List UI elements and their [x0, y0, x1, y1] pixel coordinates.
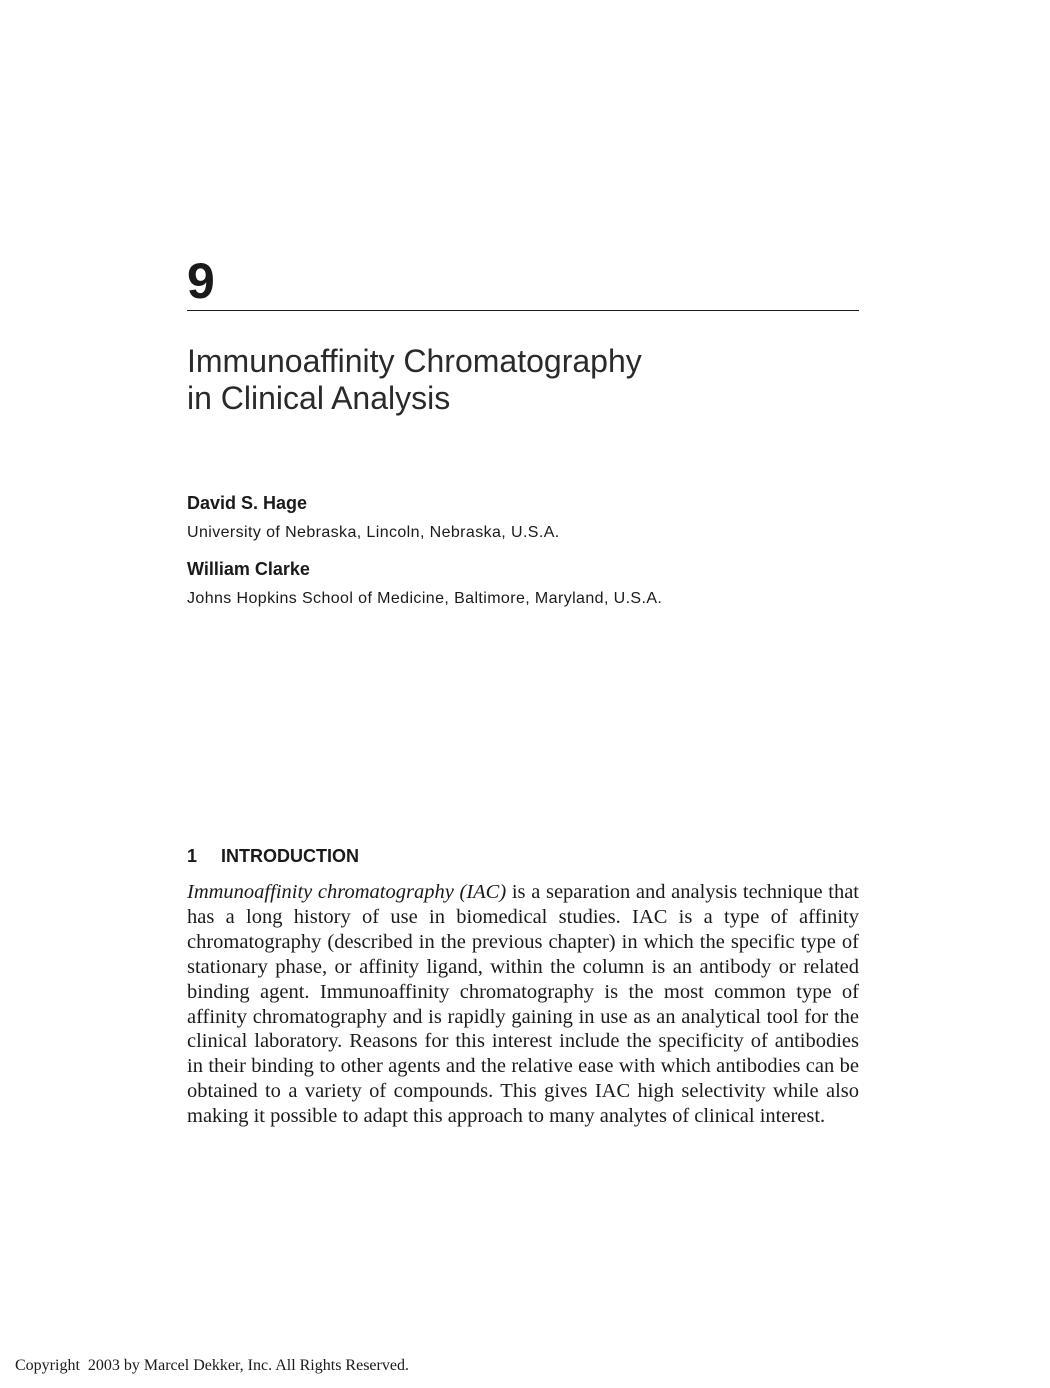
lead-term: Immunoaffinity chromatography (IAC): [187, 881, 507, 903]
chapter-number: 9: [187, 253, 215, 309]
copyright-notice: Copyright 2003 by Marcel Dekker, Inc. All Rights Reserved.: [15, 1357, 409, 1374]
chapter-title-line-2: in Clinical Analysis: [187, 380, 451, 416]
chapter-divider: [187, 310, 859, 311]
author-affiliation: University of Nebraska, Lincoln, Nebraska, U.S.A.: [187, 524, 560, 541]
author-name: William Clarke: [187, 559, 310, 579]
chapter-title: [187, 343, 642, 417]
section-paragraph: [187, 880, 859, 1129]
section-title: INTRODUCTION: [221, 846, 359, 866]
paragraph-text: is a separation and analysis technique that has a long history of use in biomedical studies. IAC is a type of affinity chromatography (described in the previous chapter) in which the specific type of stationary phase, or affinity ligand, within the column is an antibody or related binding agent. Immunoaffinity chromatography is the most common type of affinity chromatography and is rapidly gaining in use as an analytical tool for the clinical laboratory. Reasons for this interest include the specificity of antibodies in their binding to other agents and the relative ease with which antibodies can be obtained to a variety of compounds. This gives IAC high selectivity while also making it possible to adapt this approach to many analytes of clinical interest.: [187, 881, 859, 1128]
author-affiliation: Johns Hopkins School of Medicine, Baltimore, Maryland, U.S.A.: [187, 590, 663, 607]
chapter-title-line-1: Immunoaffinity Chromatography: [187, 343, 642, 379]
author-name: David S. Hage: [187, 493, 308, 513]
section-number: 1: [187, 846, 198, 866]
section-heading: [187, 845, 359, 867]
